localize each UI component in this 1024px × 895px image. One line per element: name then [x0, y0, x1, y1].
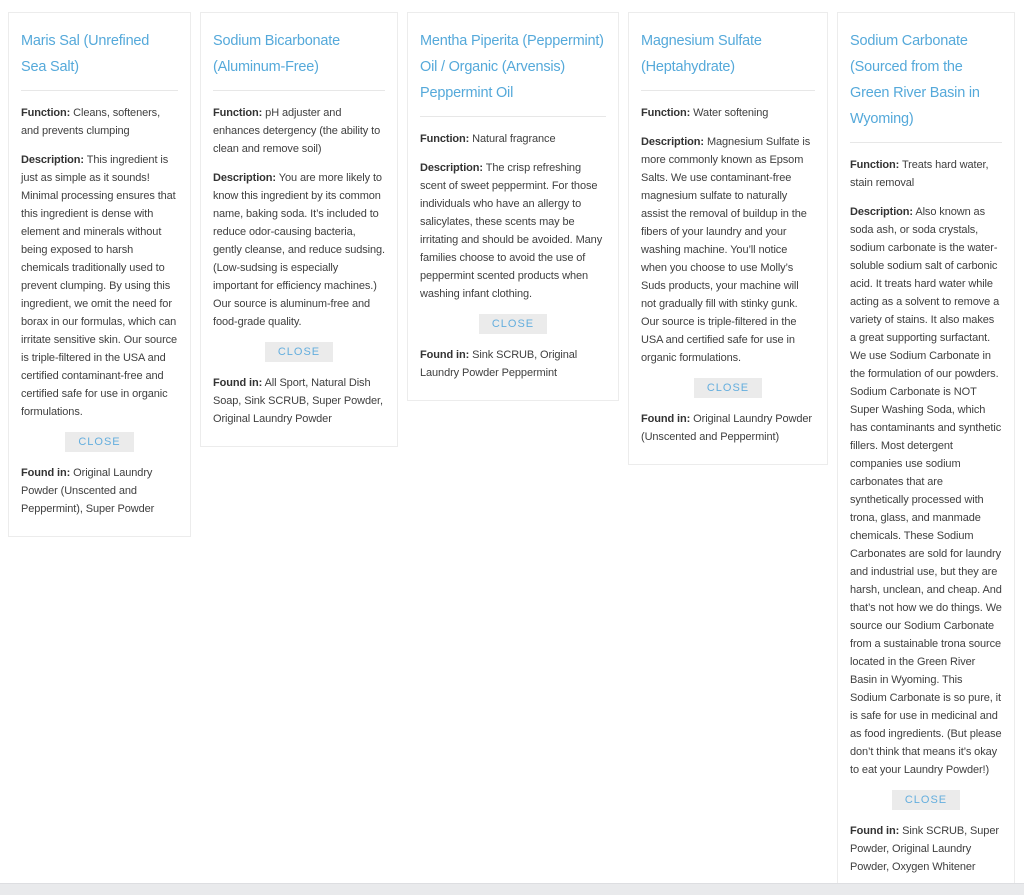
close-button[interactable]: CLOSE	[892, 790, 960, 810]
ingredient-title: Sodium Carbonate (Sourced from the Green River Basin in Wyoming)	[850, 33, 980, 127]
ingredient-card-mentha-piperita	[407, 12, 619, 401]
function-text	[420, 130, 606, 148]
found-in-text	[213, 374, 385, 428]
found-in-text	[641, 410, 815, 446]
title-divider	[213, 90, 385, 91]
ingredient-title: Mentha Piperita (Peppermint) Oil / Organic (Arvensis) Peppermint Oil	[420, 33, 604, 101]
found-in-text	[850, 822, 1002, 876]
function-text	[641, 104, 815, 122]
description-text	[21, 151, 178, 421]
close-button[interactable]: CLOSE	[694, 378, 762, 398]
function-text	[850, 156, 1002, 192]
description-value: Magnesium Sulfate is more commonly known as Epsom Salts. We use contaminant-free magnesium sulfate to naturally assist the removal of buildup in the fibers of your laundry and your washing machine. You’ll notice when you choose to use Molly’s Suds products, your machine will not gradually fill with stinky gunk. Our source is triple-filtered in the USA and certified safe for use in organic formulations.	[641, 136, 811, 364]
description-text	[420, 159, 606, 303]
description-value: This ingredient is just as simple as it sounds! Minimal processing ensures that this ingredient is dense with element and minerals without being exposed to harsh chemicals traditionally used to prevent clumping. By using this ingredient, we omit the need for borax in our formulas, which can irritate sensitive skin. Our source is triple-filtered in the USA and certified contaminant-free and certified safe for use in organic formulations.	[21, 154, 178, 418]
function-value: pH adjuster and enhances detergency (the ability to clean and remove soil)	[213, 107, 381, 155]
title-divider	[641, 90, 815, 91]
description-label: Description:	[850, 206, 913, 218]
ingredient-card-magnesium-sulfate	[628, 12, 828, 465]
ingredient-card-sodium-bicarbonate	[200, 12, 398, 447]
ingredient-card-sodium-carbonate	[837, 12, 1015, 895]
found-in-value: Original Laundry Powder (Unscented and Peppermint)	[641, 413, 812, 443]
function-label: Function:	[21, 107, 71, 119]
ingredient-title: Maris Sal (Unrefined Sea Salt)	[21, 33, 150, 75]
close-button[interactable]: CLOSE	[65, 432, 133, 452]
found-in-label: Found in:	[420, 349, 470, 361]
found-in-value: Original Laundry Powder (Unscented and Peppermint), Super Powder	[21, 467, 155, 515]
description-label: Description:	[420, 162, 483, 174]
found-in-value: All Sport, Natural Dish Soap, Sink SCRUB, Super Powder, Original Laundry Powder	[213, 377, 383, 425]
function-label: Function:	[213, 107, 263, 119]
close-button[interactable]: CLOSE	[265, 342, 333, 362]
description-value: Also known as soda ash, or soda crystals, sodium carbonate is the water-soluble sodium salt of carbonic acid. It treats hard water while acting as a solvent to remove a variety of stains. It also makes a great supporting surfactant. We use Sodium Carbonate in the formulation of our powders. Sodium Carbonate is NOT Super Washing Soda, which has contaminants and synthetic fillers. Most detergent companies use sodium carbonates that are synthetically processed with trona, glass, and manmade chemicals. These Sodium Carbonates are sold for laundry and industrial use, but they are harsh, unclean, and cheap. And that’s not how we do things. We source our Sodium Carbonate from a sustainable trona source located in the Green River Basin in Wyoming. This Sodium Carbonate is so pure, it is safe for use in medicinal and as food ingredients. (But please don’t think that means it’s okay to eat your Laundry Powder!)	[850, 206, 1002, 776]
found-in-value: Sink SCRUB, Super Powder, Original Laundry Powder, Oxygen Whitener	[850, 825, 999, 873]
found-in-value: Sink SCRUB, Original Laundry Powder Peppermint	[420, 349, 578, 379]
title-divider	[850, 142, 1002, 143]
description-value: The crisp refreshing scent of sweet peppermint. For those individuals who have an allergy to salicylates, these scents may be irritating and should be avoided. Many families choose to avoid the use of peppermint scented products when washing infant clothing.	[420, 162, 603, 300]
function-value: Treats hard water, stain removal	[850, 159, 989, 189]
description-label: Description:	[213, 172, 276, 184]
function-text	[213, 104, 385, 158]
function-value: Water softening	[693, 107, 769, 119]
found-in-label: Found in:	[213, 377, 263, 389]
title-divider	[420, 116, 606, 117]
found-in-text	[21, 464, 178, 518]
description-text	[850, 203, 1002, 779]
description-value: You are more likely to know this ingredient by its common name, baking soda. It’s included to reduce odor-causing bacteria, gently cleanse, and reduce sudsing. (Low-sudsing is especially important for efficiency machines.) Our source is aluminum-free and food-grade quality.	[213, 172, 386, 328]
found-in-label: Found in:	[21, 467, 71, 479]
found-in-label: Found in:	[641, 413, 691, 425]
function-label: Function:	[850, 159, 900, 171]
description-text	[641, 133, 815, 367]
title-divider	[21, 90, 178, 91]
description-label: Description:	[641, 136, 704, 148]
description-label: Description:	[21, 154, 84, 166]
found-in-text	[420, 346, 606, 382]
close-button[interactable]: CLOSE	[479, 314, 547, 334]
description-text	[213, 169, 385, 331]
ingredient-title: Sodium Bicarbonate (Aluminum-Free)	[213, 33, 340, 75]
function-label: Function:	[420, 133, 470, 145]
function-value: Cleans, softeners, and prevents clumping	[21, 107, 161, 137]
function-label: Function:	[641, 107, 691, 119]
ingredient-title: Magnesium Sulfate (Heptahydrate)	[641, 33, 762, 75]
function-text	[21, 104, 178, 140]
found-in-label: Found in:	[850, 825, 900, 837]
page-bottom-strip	[0, 883, 1024, 895]
ingredient-card-maris-sal	[8, 12, 191, 537]
function-value: Natural fragrance	[472, 133, 556, 145]
